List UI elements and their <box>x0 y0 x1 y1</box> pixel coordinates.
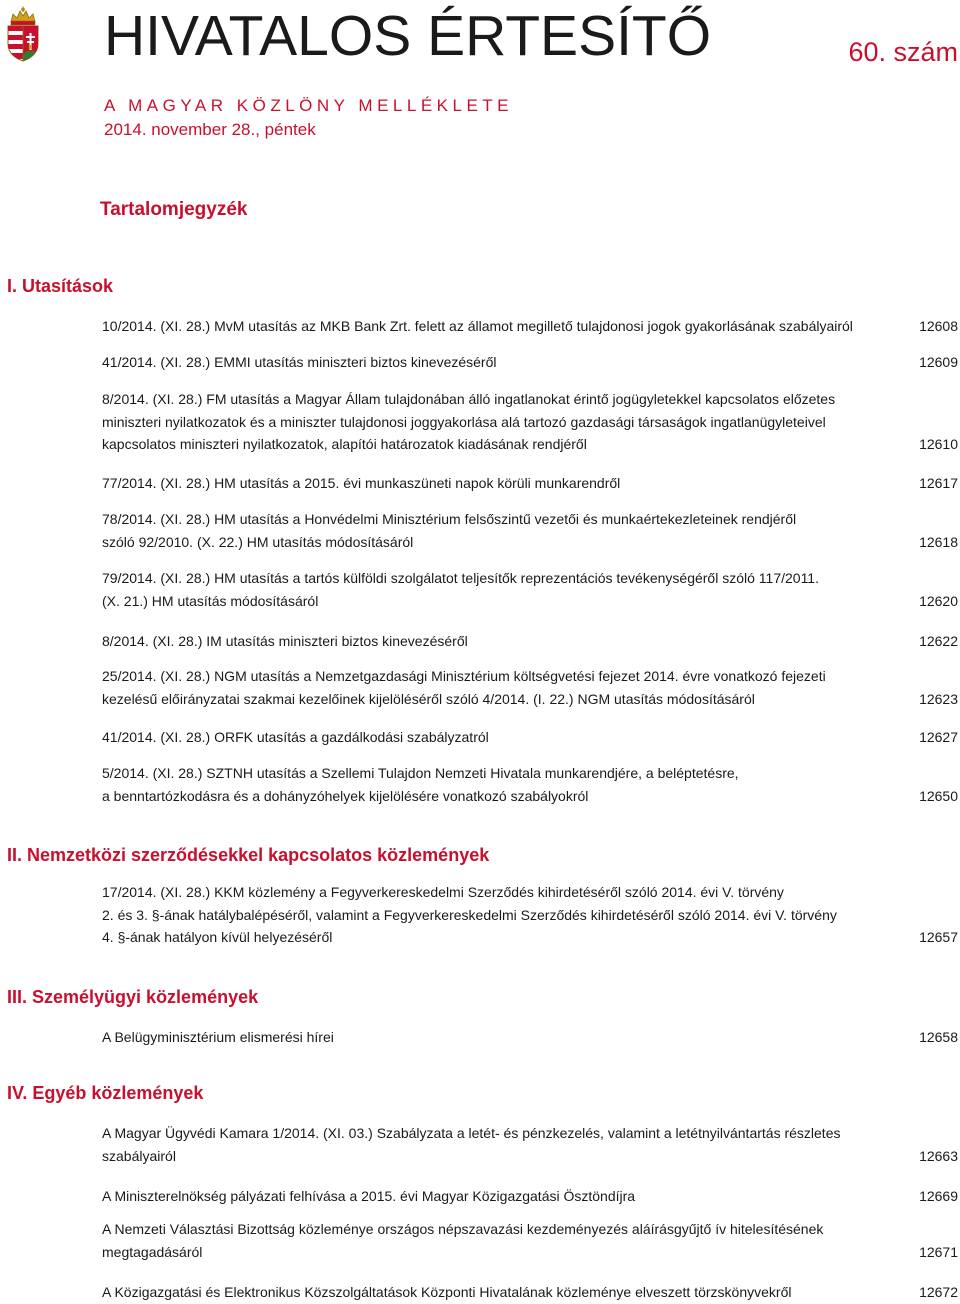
toc-entry-page-number: 12672 <box>919 1284 958 1300</box>
toc-entry[interactable] <box>102 567 958 612</box>
toc-entry-page-number: 12657 <box>919 929 958 945</box>
toc-title: Tartalomjegyzék <box>100 199 248 220</box>
toc-entry-line: A Belügyminisztérium elismerési hírei <box>102 1029 334 1045</box>
toc-entry-line: 41/2014. (XI. 28.) ORFK utasítás a gazdálkodási szabályzatról <box>102 729 489 745</box>
toc-entry-line: 4. §-ának hatályon kívül helyezéséről <box>102 929 333 945</box>
toc-entry[interactable] <box>102 665 958 710</box>
toc-entry[interactable] <box>102 1218 958 1263</box>
toc-entry-title <box>102 388 862 456</box>
issue-date: 2014. november 28., péntek <box>104 120 316 139</box>
toc-entry-page-number: 12623 <box>919 690 958 707</box>
toc-entry-line: (X. 21.) HM utasítás módosításáról <box>102 592 319 609</box>
toc-entry-line: miniszteri nyilatkozatok és a miniszter tulajdonosi joggyakorlása alá tartozó gazdasági társaságok ingatlanügyleteivel <box>102 413 826 430</box>
section-heading: III. Személyügyi közlemények <box>7 987 259 1007</box>
section-heading: I. Utasítások <box>7 276 114 296</box>
issue-number: 60. szám <box>848 37 958 67</box>
section-heading: IV. Egyéb közlemények <box>7 1083 204 1103</box>
toc-entry-title <box>102 567 862 612</box>
toc-entry-title <box>102 630 862 653</box>
toc-entry-line: 17/2014. (XI. 28.) KKM közlemény a Fegyverkereskedelmi Szerződés kihirdetéséről szóló 2014. évi V. törvény <box>102 884 784 900</box>
gazette-title: HIVATALOS ÉRTESÍTŐ <box>104 4 712 68</box>
toc-entry-title <box>102 315 862 338</box>
toc-entry-page-number: 12669 <box>919 1188 958 1204</box>
toc-entry-title <box>102 762 862 807</box>
toc-entry[interactable] <box>102 762 958 807</box>
toc-entry-page-number: 12627 <box>919 729 958 745</box>
hungarian-coat-of-arms-icon <box>5 6 41 62</box>
toc-entry-page-number: 12671 <box>919 1243 958 1260</box>
toc-entry-page-number: 12650 <box>919 787 958 804</box>
gazette-subtitle: A MAGYAR KÖZLÖNY MELLÉKLETE <box>104 96 514 115</box>
toc-entry-title <box>102 881 862 949</box>
toc-entry-line: kapcsolatos miniszteri nyilatkozatok, alapítói határozatok kiadásának rendjéről <box>102 436 587 452</box>
toc-entry[interactable] <box>102 1185 958 1208</box>
toc-entry-line: A Magyar Ügyvédi Kamara 1/2014. (XI. 03.) Szabályzata a letét- és pénzkezelés, valamint a letétnyilvántartás részletes <box>102 1125 841 1141</box>
toc-entry[interactable] <box>102 388 958 456</box>
toc-entry-title <box>102 1218 862 1263</box>
toc-entry-title <box>102 1185 862 1208</box>
toc-entry[interactable] <box>102 1281 958 1304</box>
toc-entry[interactable] <box>102 630 958 653</box>
toc-entry-page-number: 12658 <box>919 1029 958 1045</box>
toc-entry-line: 78/2014. (XI. 28.) HM utasítás a Honvédelmi Minisztérium felsőszintű vezetői és munkaértekezleteinek rendjéről <box>102 511 797 527</box>
toc-entry-title <box>102 508 862 553</box>
toc-entry-line: kezelésű előirányzatai szakmai kezelőinek kijelöléséről szóló 4/2014. (I. 22.) NGM utasítás módosításáról <box>102 690 755 707</box>
toc-entry-page-number: 12610 <box>919 436 958 452</box>
toc-entry-page-number: 12609 <box>919 354 958 370</box>
toc-entry-line: megtagadásáról <box>102 1243 203 1260</box>
toc-entry[interactable] <box>102 881 958 949</box>
toc-entry-title <box>102 665 862 710</box>
toc-entry-page-number: 12622 <box>919 633 958 649</box>
toc-entry-line: 25/2014. (XI. 28.) NGM utasítás a Nemzetgazdasági Minisztérium költségvetési fejezet 2014. évre vonatkozó fejezeti <box>102 668 826 684</box>
toc-entry-line: szóló 92/2010. (X. 22.) HM utasítás módosításáról <box>102 533 414 550</box>
toc-entry-line: 5/2014. (XI. 28.) SZTNH utasítás a Szellemi Tulajdon Nemzeti Hivatala munkarendjére, a beléptetésre, <box>102 765 739 781</box>
toc-entry-line: 10/2014. (XI. 28.) MvM utasítás az MKB Bank Zrt. felett az államot megillető tulajdonosi jogok gyakorlásának szabályairól <box>102 318 853 334</box>
toc-entry-page-number: 12620 <box>919 592 958 609</box>
toc-entry-line: 2. és 3. §-ának hatálybalépéséről, valamint a Fegyverkereskedelmi Szerződés kihirdetéséről szóló 2014. évi V. törvény <box>102 906 837 923</box>
page-header <box>0 0 960 150</box>
toc-entry-page-number: 12663 <box>919 1147 958 1164</box>
toc-entry[interactable] <box>102 472 958 495</box>
toc-entry[interactable] <box>102 351 958 374</box>
toc-entry-line: 79/2014. (XI. 28.) HM utasítás a tartós külföldi szolgálatot teljesítők reprezentációs tevékenységéről szóló 117/2011. <box>102 570 819 586</box>
toc-entry-line: 8/2014. (XI. 28.) FM utasítás a Magyar Állam tulajdonában álló ingatlanokat érintő jogügyletekkel kapcsolatos előzetes <box>102 391 836 407</box>
toc-entry-title <box>102 1122 862 1167</box>
toc-entry-title <box>102 472 862 495</box>
toc-entry[interactable] <box>102 508 958 553</box>
toc-entry-page-number: 12618 <box>919 533 958 550</box>
toc-entry[interactable] <box>102 315 958 338</box>
toc-entry-line: a benntartózkodásra és a dohányzóhelyek kijelölésére vonatkozó szabályokról <box>102 787 589 804</box>
toc-entry-line: szabályairól <box>102 1147 176 1164</box>
toc-entry[interactable] <box>102 1026 958 1049</box>
toc-entry[interactable] <box>102 726 958 749</box>
toc-entry[interactable] <box>102 1122 958 1167</box>
toc-entry-line: 41/2014. (XI. 28.) EMMI utasítás miniszteri biztos kinevezéséről <box>102 354 497 370</box>
toc-entry-line: A Miniszterelnökség pályázati felhívása a 2015. évi Magyar Közigazgatási Ösztöndíjra <box>102 1188 636 1204</box>
toc-entry-page-number: 12617 <box>919 475 958 491</box>
toc-entry-title <box>102 726 862 749</box>
section-heading: II. Nemzetközi szerződésekkel kapcsolatos közlemények <box>7 845 490 865</box>
toc-entry-line: A Közigazgatási és Elektronikus Közszolgáltatások Központi Hivatalának közleménye elveszett törzskönyvekről <box>102 1284 792 1300</box>
toc-entry-title <box>102 1026 862 1049</box>
toc-entry-title <box>102 351 862 374</box>
toc-entry-line: 77/2014. (XI. 28.) HM utasítás a 2015. évi munkaszüneti napok körüli munkarendről <box>102 475 621 491</box>
toc-entry-line: 8/2014. (XI. 28.) IM utasítás miniszteri biztos kinevezéséről <box>102 633 468 649</box>
toc-entry-line: A Nemzeti Választási Bizottság közleménye országos népszavazási kezdeményezés aláírásgyűjtő ív hitelesítésének <box>102 1221 824 1237</box>
toc-entry-title <box>102 1281 862 1304</box>
toc-entry-page-number: 12608 <box>919 318 958 334</box>
